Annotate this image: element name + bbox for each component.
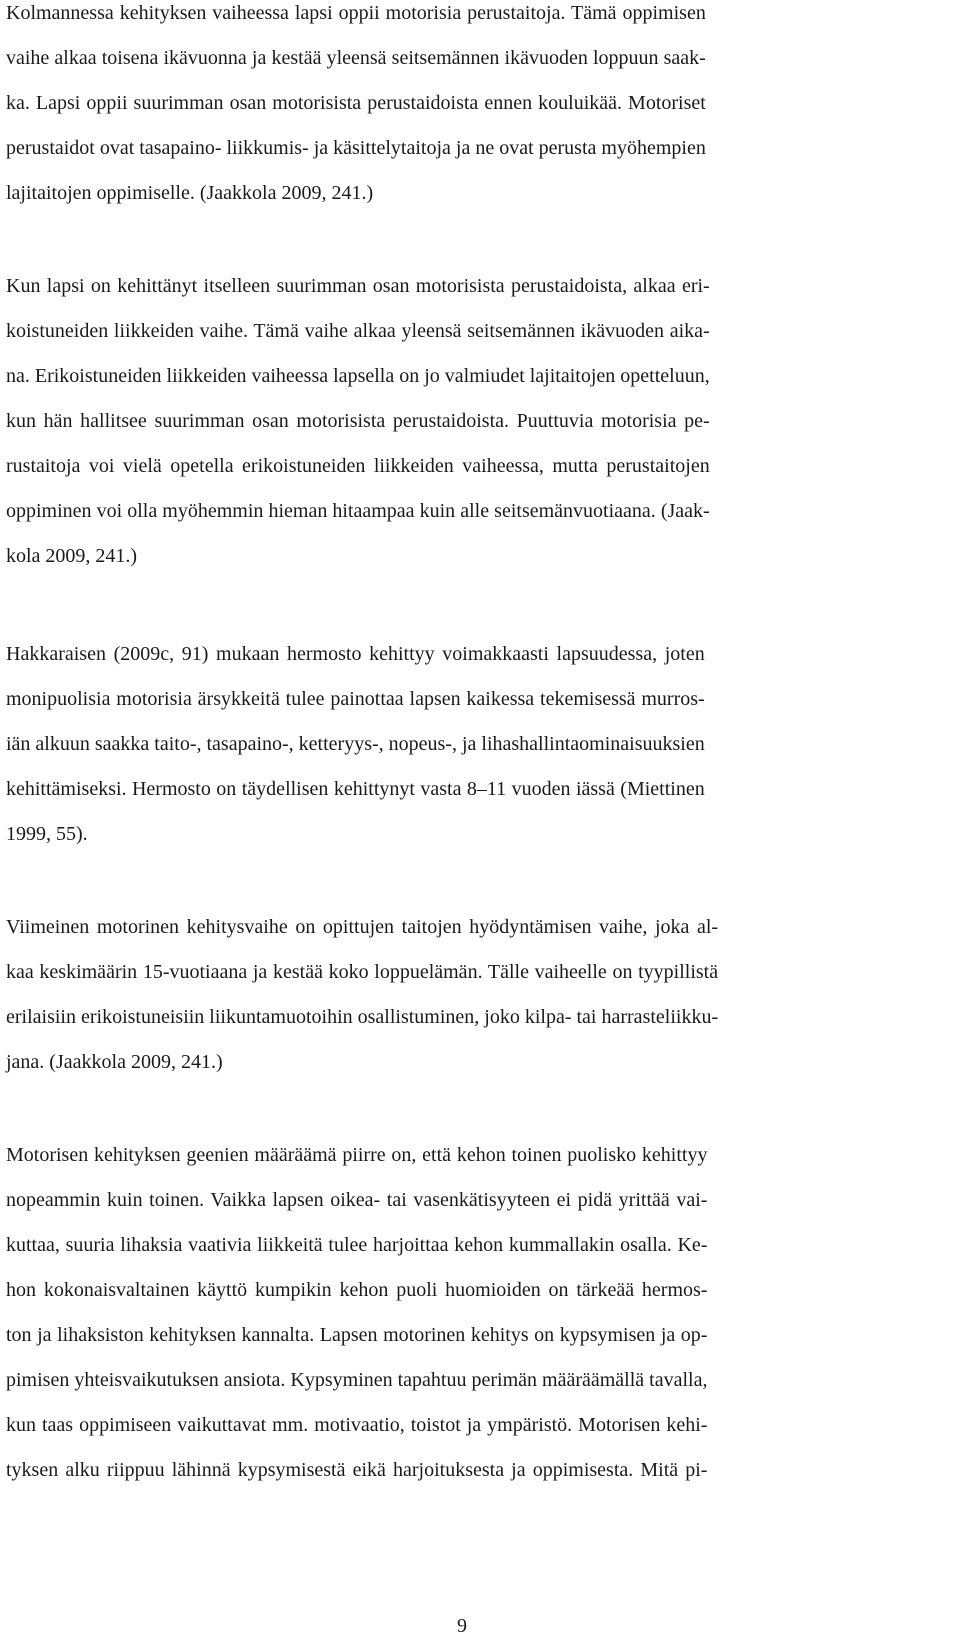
page-number: 9 — [457, 1615, 467, 1637]
text-line: ka. Lapsi oppii suurimman osan motorisista perustaidoista ennen kouluikää. Motoriset — [6, 92, 706, 114]
text-line: jana. (Jaakkola 2009, 241.) — [6, 1051, 223, 1073]
text-line: kola 2009, 241.) — [6, 545, 138, 567]
text-line: Kun lapsi on kehittänyt itselleen suurimman osan motorisista perustaidoista, alkaa eri- — [6, 275, 710, 297]
text-line: kehittämiseksi. Hermosto on täydellisen kehittynyt vasta 8–11 vuoden iässä (Miettinen — [6, 778, 705, 800]
text-line: oppiminen voi olla myöhemmin hieman hitaampaa kuin alle seitsemänvuotiaana. (Jaak- — [6, 500, 710, 522]
text-line: erilaisiin erikoistuneisiin liikuntamuotoihin osallistuminen, joko kilpa- tai harrasteliikku- — [6, 1006, 719, 1028]
paragraph-specialized-movements — [6, 264, 710, 579]
text-line: nopeammin kuin toinen. Vaikka lapsen oikea- tai vasenkätisyyteen ei pidä yrittää vai- — [6, 1189, 708, 1211]
text-line: hon kokonaisvaltainen käyttö kumpikin kehon puoli huomioiden on tärkeää hermos- — [6, 1279, 708, 1301]
paragraph-motor-basic-skills — [6, 0, 706, 216]
paragraph-final-phase — [6, 905, 718, 1085]
text-line: rustaitoja voi vielä opetella erikoistuneiden liikkeiden vaiheessa, mutta perustaitojen — [6, 455, 710, 477]
text-line: monipuolisia motorisia ärsykkeitä tulee painottaa lapsen kaikessa tekemisessä murros- — [6, 688, 705, 710]
text-line: kaa keskimäärin 15-vuotiaana ja kestää koko loppuelämän. Tälle vaiheelle on tyypillistä — [6, 961, 719, 983]
text-line: kun taas oppimiseen vaikuttavat mm. motivaatio, toistot ja ympäristö. Motorisen kehi- — [6, 1414, 708, 1436]
text-line: lajitaitojen oppimiselle. (Jaakkola 2009, 241.) — [6, 182, 374, 204]
text-line: perustaidot ovat tasapaino- liikkumis- ja käsittelytaitoja ja ne ovat perusta myöhempien — [6, 137, 706, 159]
text-line: iän alkuun saakka taito-, tasapaino-, ketteryys-, nopeus-, ja lihashallintaominaisuuksien — [6, 733, 705, 755]
text-line: vaihe alkaa toisena ikävuonna ja kestää yleensä seitsemännen ikävuoden loppuun saak- — [6, 47, 706, 69]
text-line: kuttaa, suuria lihaksia vaativia liikkeitä tulee harjoittaa kehon kummallakin osalla. Ke- — [6, 1234, 708, 1256]
text-line: na. Erikoistuneiden liikkeiden vaiheessa lapsella on jo valmiudet lajitaitojen opetteluun, — [6, 365, 710, 387]
paragraph-body-sides — [6, 1133, 707, 1493]
text-line: Hakkaraisen (2009c, 91) mukaan hermosto kehittyy voimakkaasti lapsuudessa, joten — [6, 643, 705, 665]
text-line: kun hän hallitsee suurimman osan motorisista perustaidoista. Puuttuvia motorisia pe- — [6, 410, 710, 432]
text-line: pimisen yhteisvaikutuksen ansiota. Kypsyminen tapahtuu perimän määräämällä tavalla, — [6, 1369, 708, 1391]
text-line: Kolmannessa kehityksen vaiheessa lapsi oppii motorisia perustaitoja. Tämä oppimisen — [6, 2, 706, 24]
text-line: Motorisen kehityksen geenien määräämä piirre on, että kehon toinen puolisko kehittyy — [6, 1144, 708, 1166]
text-line: koistuneiden liikkeiden vaihe. Tämä vaihe alkaa yleensä seitsemännen ikävuoden aika- — [6, 320, 710, 342]
paragraph-nervous-system — [6, 632, 705, 857]
text-line: ton ja lihaksiston kehityksen kannalta. Lapsen motorinen kehitys on kypsymisen ja op- — [6, 1324, 708, 1346]
text-line: Viimeinen motorinen kehitysvaihe on opittujen taitojen hyödyntämisen vaihe, joka al- — [6, 916, 719, 938]
text-line: tyksen alku riippuu lähinnä kypsymisestä eikä harjoituksesta ja oppimisesta. Mitä pi- — [6, 1459, 708, 1481]
text-line: 1999, 55). — [6, 823, 88, 845]
